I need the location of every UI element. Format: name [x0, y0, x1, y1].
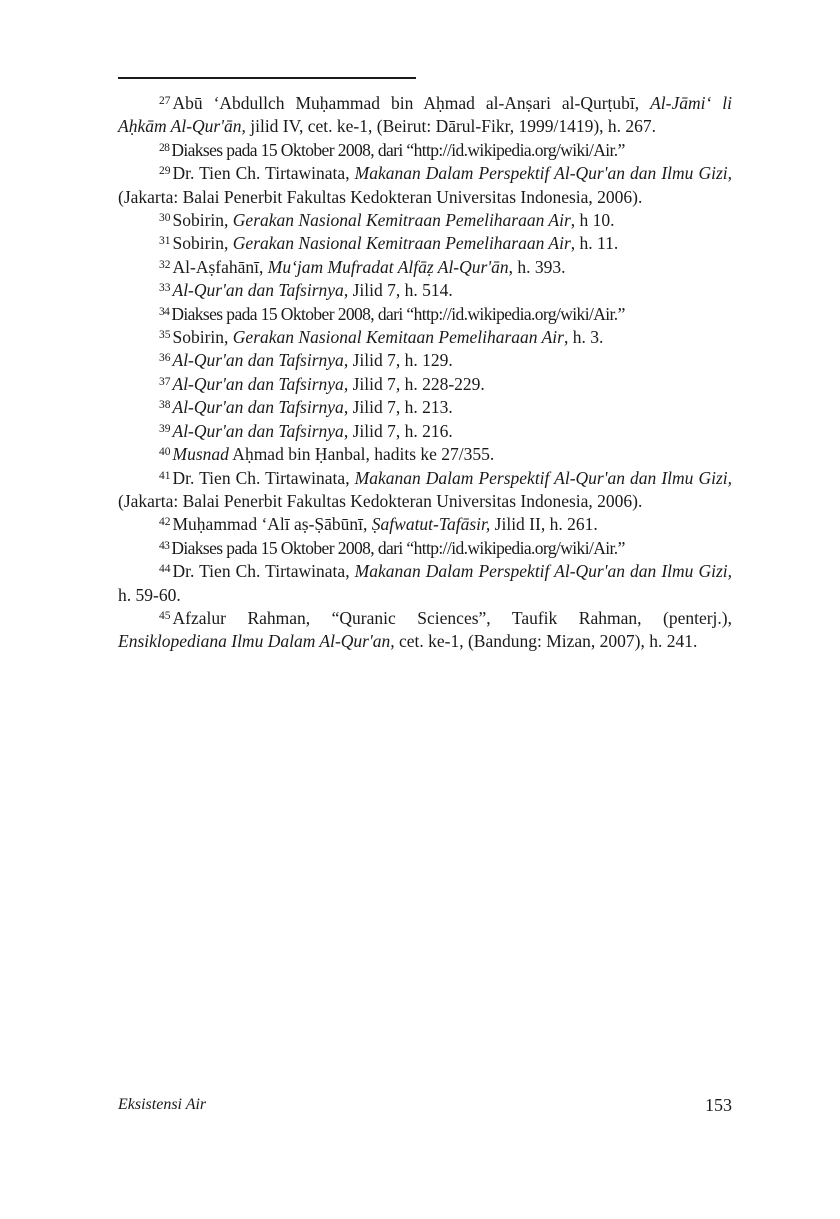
footnote-text: Dr. Tien Ch. Tirtawinata, [172, 163, 355, 184]
footnote-44 [118, 560, 732, 607]
footnote-text: (Jakarta: Balai Penerbit Fakultas Kedokteran Universitas Indonesia, 2006). [118, 186, 643, 207]
footnote-number: 44 [159, 563, 171, 576]
footnote-number: 36 [159, 352, 171, 365]
footnote-number: 30 [159, 212, 171, 225]
footnotes-list [118, 92, 732, 654]
footnote-34 [118, 303, 732, 326]
footnote-text: , Jilid 7, h. 228-229. [343, 373, 485, 394]
footnote-text: jilid IV, cet. ke-1, (Beirut: Dārul-Fikr, 1999/1419), h. 267. [245, 116, 657, 137]
footnote-title: Al-Qur'an dan Tafsirnya [172, 420, 344, 441]
footnote-number: 41 [159, 469, 171, 482]
footnote-number: 32 [159, 258, 171, 271]
footnote-text: Muḥammad ‘Alī aṣ-Ṣābūnī, [172, 514, 372, 535]
footnote-number: 39 [159, 422, 171, 435]
footnote-number: 43 [159, 539, 170, 552]
footnote-38 [118, 396, 732, 419]
footnote-number: 28 [159, 141, 170, 154]
footnote-45 [118, 607, 732, 654]
footnote-text: Jilid II, h. 261. [490, 514, 598, 535]
footnote-title: Makanan Dalam Perspektif Al-Qur'an dan Ilmu Gizi, [354, 163, 732, 184]
footnote-27 [118, 92, 732, 139]
footnote-number: 40 [159, 446, 171, 459]
footnote-37 [118, 373, 732, 396]
footnote-title: Mu‘jam Mufradat Alfāẓ Al-Qur'ān [267, 256, 509, 277]
footnote-text: , h. 393. [508, 256, 566, 277]
footnote-text: Afzalur Rahman, “Quranic Sciences”, Taufik Rahman, (penterj.), [172, 607, 732, 628]
footnote-35 [118, 326, 732, 349]
footnote-title: Ensiklopediana Ilmu Dalam Al-Qur'an, [118, 631, 395, 652]
footnote-text: Sobirin, [172, 233, 233, 254]
footnote-text: , h 10. [570, 210, 615, 231]
footnote-title: Al-Qur'an dan Tafsirnya [172, 397, 344, 418]
footnote-39 [118, 420, 732, 443]
footnote-text: h. 59-60. [118, 584, 181, 605]
footnote-title: Al-Qur'an dan Tafsirnya [172, 280, 344, 301]
footnote-text: Sobirin, [172, 327, 233, 348]
footnote-text: Diakses pada 15 Oktober 2008, dari “http://id.wikipedia.org/wiki/Air.” [171, 139, 625, 160]
footnote-text: , h. 11. [570, 233, 619, 254]
footnote-number: 29 [159, 165, 171, 178]
footnote-title: Musnad [172, 444, 229, 465]
footnote-number: 37 [159, 375, 171, 388]
footnote-title: Makanan Dalam Perspektif Al-Qur'an dan Ilmu Gizi, [354, 561, 732, 582]
footnote-text: , Jilid 7, h. 216. [343, 420, 453, 441]
footnote-text: , Jilid 7, h. 514. [343, 280, 453, 301]
footnote-40 [118, 443, 732, 466]
footnote-separator-rule [118, 77, 416, 79]
footnote-text: , Jilid 7, h. 129. [343, 350, 453, 371]
page-number: 153 [705, 1095, 732, 1115]
footnote-36 [118, 349, 732, 372]
footnote-42 [118, 513, 732, 536]
footnote-41 [118, 467, 732, 514]
footnote-number: 35 [159, 329, 171, 342]
footnote-43 [118, 537, 732, 560]
footnote-title: Al-Qur'an dan Tafsirnya [172, 350, 344, 371]
footnote-text: Abū ‘Abdullch Muḥammad bin Aḥmad al-Anṣari al-Qurṭubī, [172, 93, 651, 113]
running-footer-title: Eksistensi Air [118, 1096, 207, 1113]
footnote-title: Gerakan Nasional Kemitaan Pemeliharaan Air [232, 327, 564, 348]
footnote-title: Gerakan Nasional Kemitraan Pemeliharaan Air [232, 233, 571, 254]
footnote-text: (Jakarta: Balai Penerbit Fakultas Kedokteran Universitas Indonesia, 2006). [118, 490, 643, 511]
footnote-text: Sobirin, [172, 210, 233, 231]
footnote-title: Al-Qur'an dan Tafsirnya [172, 373, 344, 394]
footnote-number: 27 [159, 95, 171, 107]
footnote-text: , Jilid 7, h. 213. [343, 397, 453, 418]
footnote-title: Gerakan Nasional Kemitraan Pemeliharaan Air [232, 210, 571, 231]
footnote-31 [118, 232, 732, 255]
footnote-number: 45 [159, 609, 171, 622]
footnote-text: Diakses pada 15 Oktober 2008, dari “http://id.wikipedia.org/wiki/Air.” [171, 537, 625, 558]
footnote-title: Makanan Dalam Perspektif Al-Qur'an dan Ilmu Gizi, [354, 467, 732, 488]
footnote-number: 33 [159, 282, 171, 295]
footnote-number: 42 [159, 516, 171, 529]
footnote-number: 31 [159, 235, 171, 248]
footnote-title: Al-Jāmi‘ li Aḥkām Al-Qur'ān, [118, 93, 732, 137]
footnote-text: Al-Aṣfahānī, [172, 256, 268, 277]
footnote-text: Dr. Tien Ch. Tirtawinata, [172, 561, 355, 582]
footnote-32 [118, 256, 732, 279]
footnote-text: Aḥmad bin Ḥanbal, hadits ke 27/355. [228, 444, 495, 465]
footnote-28 [118, 139, 732, 162]
footnote-number: 38 [159, 399, 171, 412]
footnote-text: Dr. Tien Ch. Tirtawinata, [172, 467, 355, 488]
footnote-29 [118, 162, 732, 209]
footnote-number: 34 [159, 305, 170, 318]
footnote-text: cet. ke-1, (Bandung: Mizan, 2007), h. 241. [394, 631, 698, 652]
footnote-33 [118, 279, 732, 302]
footnote-30 [118, 209, 732, 232]
footnote-text: , h. 3. [563, 327, 604, 348]
footnote-title: Ṣafwatut-Tafāsir, [371, 514, 491, 535]
footnote-text: Diakses pada 15 Oktober 2008, dari “http://id.wikipedia.org/wiki/Air.” [171, 303, 625, 324]
